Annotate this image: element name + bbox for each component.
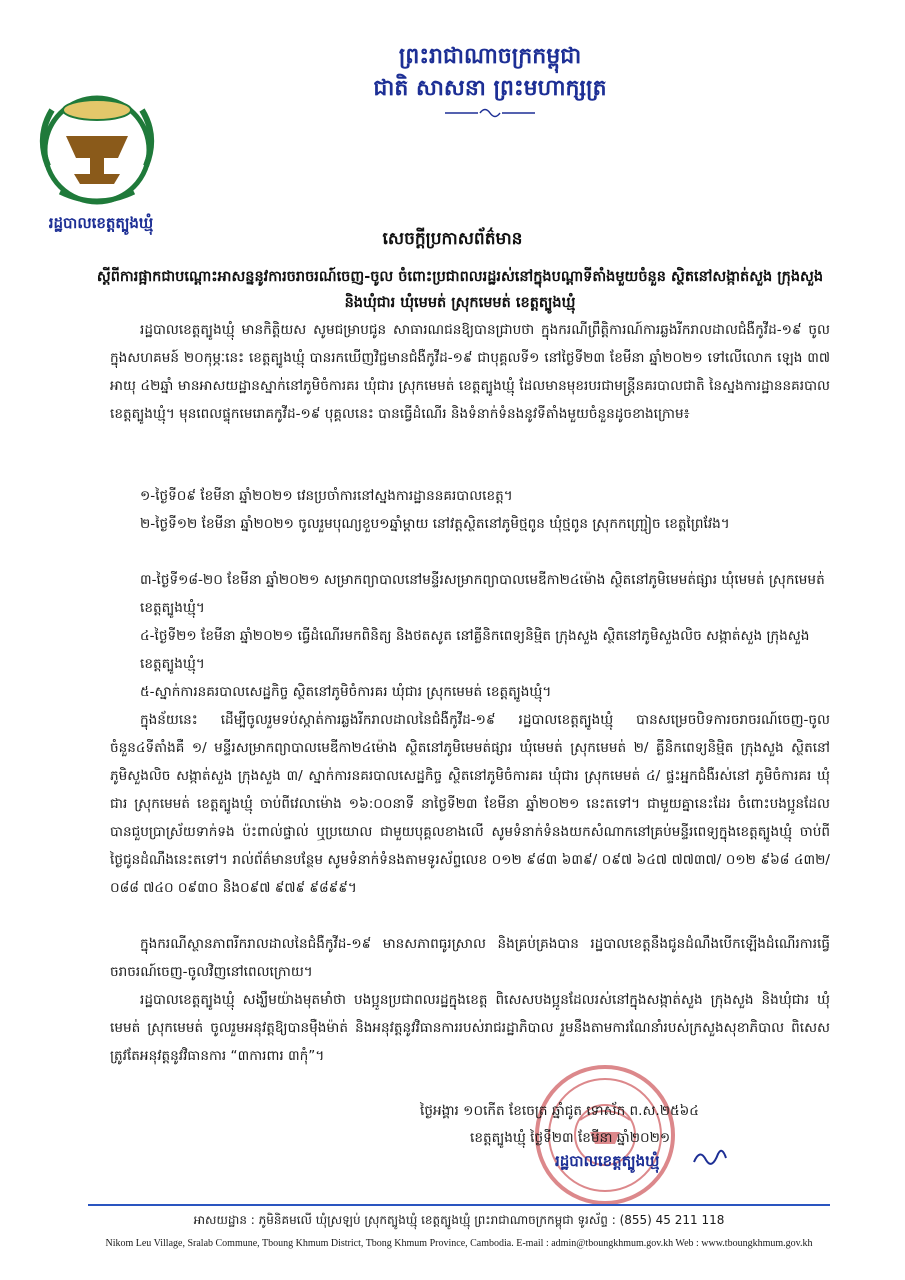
national-motto: ជាតិ សាសនា ព្រះមហាក្សត្រ	[373, 75, 607, 101]
provincial-logo-icon	[28, 88, 166, 214]
list-item: ១-ថ្ងៃទី០៩ ខែមីនា ឆ្នាំ២០២១ វេនប្រចាំការនៅស្នងការដ្ឋាននគរបាលខេត្ត។	[140, 488, 513, 504]
footer-address-khmer: អាសយដ្ឋាន : ភូមិនិគមលើ ឃុំស្រឡប់ ស្រុកត្បូងឃ្មុំ ខេត្តត្បូងឃ្មុំ ព្រះរាជាណាចក្រកម្ពុជា ទូរស័ព្ទ : (855) 45 211 118	[193, 1213, 725, 1227]
paragraph-intro: រដ្ឋបាលខេត្តត្បូងឃ្មុំ មានកិត្តិយស សូមជម្រាបជូន សាធារណជនឱ្យបានជ្រាបថា ក្នុងករណីព្រឹត្តិការណ៍ការឆ្លងរីករាលដាលជំងឺកូវីដ-១៩ ចូលក្នុងសហគមន៍ ២០កុម្ភៈនេះ ខេត្តត្បូងឃ្មុំ បានរកឃើញវិជ្ជមានជំងឺកូវីដ-១៩ ជាបុគ្គលទី១ នៅថ្ងៃទី២៣ ខែមីនា ឆ្នាំ២០២១ ទៅលើលោក ឡេង ៣៧ អាយុ ៤២ឆ្នាំ មានអាសយដ្ឋានស្នាក់នៅភូមិចំការគរ ឃុំជារ ស្រុកមេមត់ ខេត្តត្បូងឃ្មុំ ដែលមានមុខរបរជាមន្ត្រីនគរបាលជាតិ នៃស្នងការដ្ឋាននគរបាលខេត្តត្បូងឃ្មុំ។ មុនពេលផ្ទុកមេរោគកូវីដ-១៩ បុគ្គលនេះ បានធ្វើដំណើរ និងទំនាក់ទំនងនូវទីតាំងមួយចំនួនដូចខាងក្រោម៖	[110, 322, 830, 422]
list-item: ៥-ស្នាក់ការនគរបាលសេដ្ឋកិច្ច ស្ថិតនៅភូមិចំការគរ ឃុំជារ ស្រុកមេមត់ ខេត្តត្បូងឃ្មុំ។	[140, 684, 552, 700]
paragraph-measures: ក្នុងន័យនេះ ដើម្បីចូលរួមទប់ស្កាត់ការឆ្លងរីករាលដាលនៃជំងឺកូវីដ-១៩ រដ្ឋបាលខេត្តត្បូងឃ្មុំ បានសម្រេចបិទការចរាចរណ៍ចេញ-ចូល ចំនួន៤ទីតាំងគឺ ១/ មន្ទីរសម្រាកព្យាបាលមេឌីកា២៤ម៉ោង ស្ថិតនៅភូមិមេមត់ផ្សារ ឃុំមេមត់ ស្រុកមេមត់ ២/ គ្លីនិកពេទ្យនិម្មិត ក្រុងសួង ស្ថិតនៅភូមិសួងលិច សង្កាត់សួង ក្រុងសួង ៣/ ស្នាក់ការនគរបាលសេដ្ឋកិច្ច ស្ថិតនៅភូមិចំការគរ ឃុំជារ ស្រុកមេមត់ ៤/ ផ្ទះអ្នកជំងឺរស់នៅ ភូមិចំការគរ ឃុំជារ ស្រុកមេមត់ ខេត្តត្បូងឃ្មុំ ចាប់ពីវេលាម៉ោង ១៦:០០នាទី នាថ្ងៃទី២៣ ខែមីនា ឆ្នាំ២០២១ នេះតទៅ។ ជាមួយគ្នានេះដែរ ចំពោះបងប្អូនដែលបានជួបប្រាស្រ័យទាក់ទង ប៉ះពាល់ផ្ទាល់ ឬប្រយោល ជាមួយបុគ្គលខាងលើ សូមទំនាក់ទំនងយកសំណាកនៅគ្រប់មន្ទីរពេទ្យក្នុងខេត្តត្បូងឃ្មុំ ចាប់ពីថ្ងៃជូនដំណឹងនេះតទៅ។ រាល់ព័ត៌មានបន្ថែម សូមទំនាក់ទំនងតាមទូរស័ព្ទលេខ ០១២ ៩៨៣ ៦៣៩/ ០៩៧ ៦៤៧ ៧៧៣៧/ ០១២ ៩៦៨ ៤៣២/ ០៨៨ ៧៤០ ០៩៣០ និង០៩៧ ៩៧៩ ៩៨៩៩។	[110, 712, 830, 896]
ornament-divider-icon	[440, 106, 540, 120]
date-lunar: ថ្ងៃអង្គារ ១០កើត ខែចេត្រ ឆ្នាំជូត ទោស័ក ព.ស.២៥៦៤	[420, 1103, 699, 1119]
signatory-name: រដ្ឋបាលខេត្តត្បូងឃ្មុំ	[555, 1152, 660, 1170]
signature-icon	[690, 1142, 730, 1172]
kingdom-name: ព្រះរាជាណាចក្រកម្ពុជា	[398, 43, 582, 69]
paragraph-closing: រដ្ឋបាលខេត្តត្បូងឃ្មុំ សង្ឃឹមយ៉ាងមុតមាំថា បងប្អូនប្រជាពលរដ្ឋក្នុងខេត្ត ពិសេសបងប្អូនដែលរស់នៅក្នុងសង្កាត់សួង ក្រុងសួង និងឃុំជារ ឃុំមេមត់ ស្រុកមេមត់ ចូលរួមអនុវត្តឱ្យបានម៉ឺងម៉ាត់ និងអនុវត្តនូវវិធានការរបស់រាជរដ្ឋាភិបាល រួមនឹងតាមការណែនាំរបស់ក្រសួងសុខាភិបាល ពិសេសត្រូវតែអនុវត្តនូវវិធានការ “៣ការពារ ៣កុំ”។	[110, 992, 830, 1064]
org-name: រដ្ឋបាលខេត្តត្បូងឃ្មុំ	[48, 214, 154, 232]
list-item: ២-ថ្ងៃទី១២ ខែមីនា ឆ្នាំ២០២១ ចូលរួមបុណ្យខួប១ឆ្នាំម្តាយ នៅវត្តស្ថិតនៅភូមិថ្មពូន ឃុំថ្មពូន ស្រុកកញ្ជ្រៀច ខេត្តព្រៃវែង។	[140, 516, 730, 532]
document-title: សេចក្តីប្រកាសព័ត៌មាន	[382, 229, 523, 249]
document-subject: ស្តីពីការផ្អាកជាបណ្តោះអាសន្ននូវការចរាចរណ៍ចេញ-ចូល ចំពោះប្រជាពលរដ្ឋរស់នៅក្នុងបណ្តាទីតាំងមួយចំនួន ស្ថិតនៅសង្កាត់សួង ក្រុងសួង និងឃុំជារ ឃុំមេមត់ ស្រុកមេមត់ ខេត្តត្បូងឃ្មុំ	[96, 269, 824, 311]
list-item: ៤-ថ្ងៃទី២១ ខែមីនា ឆ្នាំ២០២១ ធ្វើដំណើរមកពិនិត្យ និងថតសូត នៅគ្លីនិកពេទ្យនិម្មិត ក្រុងសួង ស្ថិតនៅភូមិសួងលិច សង្កាត់សួង ក្រុងសួង ខេត្តត្បូងឃ្មុំ។	[140, 628, 810, 672]
footer-address-english: Nikom Leu Village, Sralab Commune, Tboung Khmum District, Tbong Khmum Province, Cambodia. E-mail : admin@tboungkhmum.gov.kh Web : www.tboungkhmum.gov.kh	[105, 1238, 813, 1249]
footer-divider	[88, 1204, 830, 1206]
paragraph-later: ក្នុងករណីស្ថានភាពរីករាលដាលនៃជំងឺកូវីដ-១៩ មានសភាពធូរស្រាល និងគ្រប់គ្រងបាន រដ្ឋបាលខេត្តនឹងជូនដំណឹងបើកឡើងដំណើរការធ្វើចរាចរណ៍ចេញ-ចូលវិញនៅពេលក្រោយ។	[110, 936, 830, 980]
date-solar: ខេត្តត្បូងឃ្មុំ ថ្ងៃទី២៣ ខែមីនា ឆ្នាំ២០២១	[470, 1130, 671, 1146]
list-item: ៣-ថ្ងៃទី១៨-២០ ខែមីនា ឆ្នាំ២០២១ សម្រាកព្យាបាលនៅមន្ទីរសម្រាកព្យាបាលមេឌីកា២៤ម៉ោង ស្ថិតនៅភូមិមេមត់ផ្សារ ឃុំមេមត់ ស្រុកមេមត់ ខេត្តត្បូងឃ្មុំ។	[140, 572, 825, 616]
